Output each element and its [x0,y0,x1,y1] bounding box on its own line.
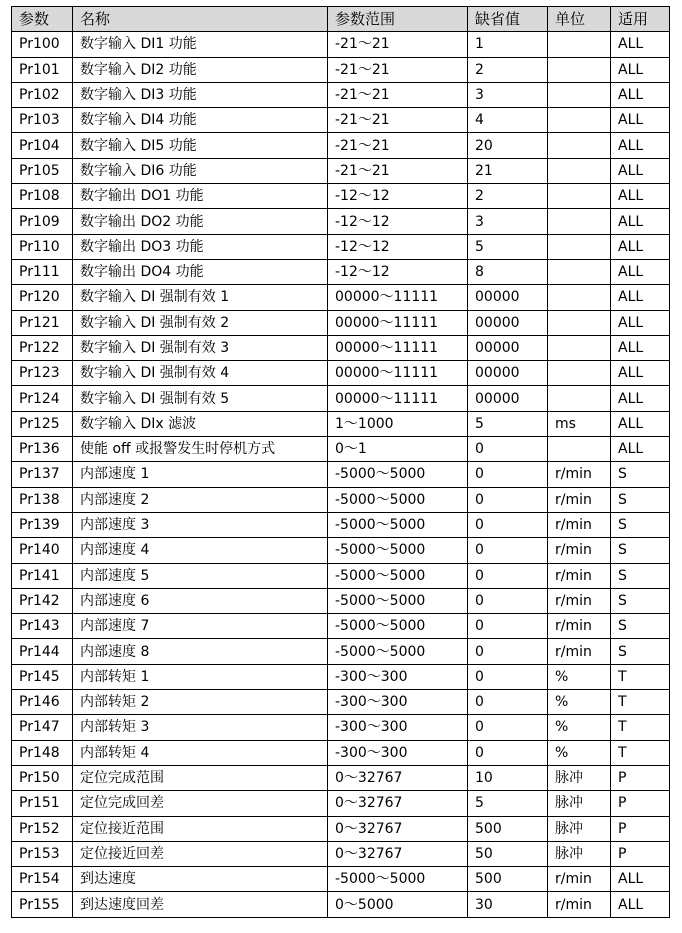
param-apply-cell: ALL [611,82,670,107]
param-unit-cell [548,234,611,259]
param-unit-cell: r/min [548,563,611,588]
param-default-cell: 0 [468,664,548,689]
table-row [12,841,670,866]
param-name-cell: 数字输入 DI2 功能 [73,57,328,82]
param-apply-cell: ALL [611,411,670,436]
param-unit-cell: % [548,690,611,715]
param-name-cell: 内部速度 8 [73,639,328,664]
param-unit-cell [548,209,611,234]
param-apply-cell: T [611,664,670,689]
param-default-cell: 30 [468,892,548,917]
param-code-cell: Pr105 [12,158,73,183]
table-row [12,487,670,512]
table-row [12,715,670,740]
param-default-cell: 00000 [468,335,548,360]
table-row [12,234,670,259]
param-default-cell: 8 [468,259,548,284]
param-default-cell: 3 [468,209,548,234]
param-apply-cell: ALL [611,386,670,411]
table-row [12,816,670,841]
param-apply-cell: ALL [611,437,670,462]
param-apply-cell: S [611,487,670,512]
param-code-cell: Pr120 [12,285,73,310]
param-name-cell: 到达速度 [73,867,328,892]
param-range-cell: -12～12 [328,184,468,209]
param-name-cell: 内部速度 5 [73,563,328,588]
param-range-cell: -12～12 [328,259,468,284]
header-default: 缺省值 [468,7,548,32]
param-apply-cell: T [611,690,670,715]
table-row [12,285,670,310]
param-code-cell: Pr101 [12,57,73,82]
param-unit-cell [548,259,611,284]
param-range-cell: -21～21 [328,158,468,183]
param-range-cell: -5000～5000 [328,487,468,512]
param-default-cell: 0 [468,512,548,537]
table-row [12,361,670,386]
param-default-cell: 00000 [468,361,548,386]
param-range-cell: -5000～5000 [328,639,468,664]
param-apply-cell: ALL [611,57,670,82]
param-default-cell: 0 [468,740,548,765]
param-apply-cell: S [611,563,670,588]
param-range-cell: -21～21 [328,108,468,133]
param-apply-cell: P [611,791,670,816]
table-row [12,512,670,537]
param-name-cell: 数字输入 DI 强制有效 1 [73,285,328,310]
param-range-cell: -12～12 [328,234,468,259]
param-default-cell: 0 [468,614,548,639]
param-apply-cell: S [611,614,670,639]
header-unit: 单位 [548,7,611,32]
param-code-cell: Pr146 [12,690,73,715]
param-range-cell: 0～32767 [328,841,468,866]
param-unit-cell [548,108,611,133]
param-unit-cell [548,184,611,209]
param-default-cell: 1 [468,32,548,57]
param-unit-cell: % [548,664,611,689]
param-range-cell: 0～5000 [328,892,468,917]
param-name-cell: 内部转矩 3 [73,715,328,740]
param-code-cell: Pr109 [12,209,73,234]
param-name-cell: 数字输入 DI1 功能 [73,32,328,57]
table-row [12,82,670,107]
param-code-cell: Pr103 [12,108,73,133]
param-range-cell: -5000～5000 [328,867,468,892]
param-default-cell: 3 [468,82,548,107]
table-row [12,158,670,183]
param-unit-cell: % [548,715,611,740]
param-apply-cell: ALL [611,209,670,234]
param-code-cell: Pr137 [12,462,73,487]
param-name-cell: 到达速度回差 [73,892,328,917]
param-code-cell: Pr141 [12,563,73,588]
param-apply-cell: T [611,740,670,765]
param-code-cell: Pr151 [12,791,73,816]
param-range-cell: 00000～11111 [328,335,468,360]
param-name-cell: 内部速度 4 [73,538,328,563]
table-row [12,32,670,57]
header-range: 参数范围 [328,7,468,32]
param-name-cell: 定位接近回差 [73,841,328,866]
table-row [12,411,670,436]
param-unit-cell [548,437,611,462]
table-row [12,209,670,234]
param-code-cell: Pr153 [12,841,73,866]
param-name-cell: 内部速度 7 [73,614,328,639]
param-unit-cell: 脉冲 [548,791,611,816]
param-default-cell: 0 [468,487,548,512]
table-row [12,765,670,790]
param-name-cell: 数字输入 DI 强制有效 2 [73,310,328,335]
param-range-cell: -300～300 [328,664,468,689]
table-row [12,310,670,335]
param-default-cell: 0 [468,639,548,664]
param-code-cell: Pr144 [12,639,73,664]
param-name-cell: 内部速度 2 [73,487,328,512]
param-unit-cell: r/min [548,512,611,537]
param-code-cell: Pr148 [12,740,73,765]
param-name-cell: 使能 off 或报警发生时停机方式 [73,437,328,462]
parameter-table [11,6,670,918]
param-default-cell: 0 [468,563,548,588]
param-default-cell: 2 [468,184,548,209]
param-code-cell: Pr124 [12,386,73,411]
param-apply-cell: S [611,462,670,487]
param-range-cell: 1～1000 [328,411,468,436]
param-unit-cell: ms [548,411,611,436]
param-default-cell: 0 [468,462,548,487]
param-range-cell: 00000～11111 [328,386,468,411]
param-default-cell: 21 [468,158,548,183]
param-default-cell: 20 [468,133,548,158]
param-name-cell: 内部速度 6 [73,588,328,613]
param-unit-cell [548,335,611,360]
param-default-cell: 500 [468,867,548,892]
param-range-cell: -21～21 [328,133,468,158]
param-code-cell: Pr143 [12,614,73,639]
param-apply-cell: ALL [611,361,670,386]
param-apply-cell: ALL [611,285,670,310]
param-unit-cell [548,133,611,158]
param-apply-cell: S [611,588,670,613]
param-apply-cell: ALL [611,234,670,259]
param-default-cell: 5 [468,411,548,436]
param-code-cell: Pr123 [12,361,73,386]
param-unit-cell [548,285,611,310]
table-row [12,588,670,613]
param-code-cell: Pr152 [12,816,73,841]
param-name-cell: 内部转矩 4 [73,740,328,765]
table-body [12,32,670,917]
param-apply-cell: ALL [611,108,670,133]
param-range-cell: -300～300 [328,690,468,715]
param-unit-cell: r/min [548,639,611,664]
param-default-cell: 50 [468,841,548,866]
param-unit-cell: r/min [548,588,611,613]
param-code-cell: Pr145 [12,664,73,689]
param-unit-cell [548,310,611,335]
param-apply-cell: ALL [611,892,670,917]
table-row [12,639,670,664]
param-apply-cell: P [611,816,670,841]
table-row [12,386,670,411]
param-default-cell: 00000 [468,310,548,335]
param-default-cell: 0 [468,437,548,462]
param-unit-cell: r/min [548,462,611,487]
table-row [12,462,670,487]
param-name-cell: 数字输入 DI5 功能 [73,133,328,158]
param-code-cell: Pr154 [12,867,73,892]
param-name-cell: 内部转矩 2 [73,690,328,715]
param-range-cell: -5000～5000 [328,614,468,639]
param-code-cell: Pr125 [12,411,73,436]
param-code-cell: Pr108 [12,184,73,209]
table-row [12,791,670,816]
param-unit-cell [548,361,611,386]
param-code-cell: Pr150 [12,765,73,790]
param-apply-cell: S [611,512,670,537]
param-name-cell: 内部速度 1 [73,462,328,487]
param-range-cell: -5000～5000 [328,462,468,487]
param-code-cell: Pr140 [12,538,73,563]
table-row [12,614,670,639]
param-default-cell: 10 [468,765,548,790]
param-range-cell: 0～32767 [328,791,468,816]
param-default-cell: 2 [468,57,548,82]
table-row [12,664,670,689]
param-name-cell: 数字输入 DI3 功能 [73,82,328,107]
param-apply-cell: ALL [611,259,670,284]
param-code-cell: Pr147 [12,715,73,740]
param-name-cell: 数字输出 DO3 功能 [73,234,328,259]
param-default-cell: 0 [468,690,548,715]
param-name-cell: 数字输出 DO2 功能 [73,209,328,234]
param-default-cell: 5 [468,234,548,259]
param-name-cell: 定位完成回差 [73,791,328,816]
param-apply-cell: P [611,765,670,790]
header-row [12,7,670,32]
param-unit-cell: % [548,740,611,765]
param-name-cell: 数字输入 DI4 功能 [73,108,328,133]
table-row [12,867,670,892]
param-range-cell: -300～300 [328,740,468,765]
table-row [12,538,670,563]
param-range-cell: -21～21 [328,57,468,82]
table-row [12,690,670,715]
param-unit-cell: r/min [548,892,611,917]
table-row [12,437,670,462]
param-code-cell: Pr136 [12,437,73,462]
param-name-cell: 定位接近范围 [73,816,328,841]
param-unit-cell: r/min [548,614,611,639]
param-default-cell: 0 [468,538,548,563]
table-row [12,184,670,209]
param-default-cell: 00000 [468,285,548,310]
param-name-cell: 内部转矩 1 [73,664,328,689]
param-name-cell: 定位完成范围 [73,765,328,790]
param-range-cell: 0～32767 [328,765,468,790]
table-row [12,563,670,588]
param-range-cell: -21～21 [328,82,468,107]
param-range-cell: -5000～5000 [328,588,468,613]
param-code-cell: Pr138 [12,487,73,512]
param-range-cell: 00000～11111 [328,310,468,335]
table-row [12,259,670,284]
param-unit-cell: 脉冲 [548,816,611,841]
param-unit-cell: 脉冲 [548,841,611,866]
param-apply-cell: S [611,639,670,664]
param-unit-cell: r/min [548,487,611,512]
param-apply-cell: ALL [611,158,670,183]
table-row [12,335,670,360]
param-range-cell: 0～32767 [328,816,468,841]
param-default-cell: 4 [468,108,548,133]
param-unit-cell [548,82,611,107]
param-unit-cell [548,57,611,82]
param-name-cell: 数字输入 DI 强制有效 3 [73,335,328,360]
table-row [12,108,670,133]
param-name-cell: 数字输入 DI 强制有效 5 [73,386,328,411]
param-default-cell: 0 [468,715,548,740]
param-code-cell: Pr122 [12,335,73,360]
header-name: 名称 [73,7,328,32]
param-range-cell: -300～300 [328,715,468,740]
param-code-cell: Pr121 [12,310,73,335]
param-unit-cell: r/min [548,538,611,563]
table-row [12,133,670,158]
header-param: 参数 [12,7,73,32]
param-range-cell: -21～21 [328,32,468,57]
param-unit-cell: 脉冲 [548,765,611,790]
param-unit-cell [548,386,611,411]
param-range-cell: 00000～11111 [328,361,468,386]
param-unit-cell [548,32,611,57]
param-code-cell: Pr100 [12,32,73,57]
param-default-cell: 00000 [468,386,548,411]
param-range-cell: 0～1 [328,437,468,462]
param-unit-cell: r/min [548,867,611,892]
param-range-cell: -12～12 [328,209,468,234]
param-range-cell: -5000～5000 [328,512,468,537]
param-code-cell: Pr142 [12,588,73,613]
param-code-cell: Pr104 [12,133,73,158]
param-apply-cell: ALL [611,310,670,335]
header-apply: 适用 [611,7,670,32]
table-header [12,7,670,32]
param-name-cell: 数字输入 DI 强制有效 4 [73,361,328,386]
param-apply-cell: S [611,538,670,563]
param-name-cell: 数字输入 DI6 功能 [73,158,328,183]
param-code-cell: Pr139 [12,512,73,537]
table-row [12,892,670,917]
param-range-cell: -5000～5000 [328,563,468,588]
param-apply-cell: P [611,841,670,866]
param-default-cell: 500 [468,816,548,841]
param-name-cell: 数字输入 DIx 滤波 [73,411,328,436]
param-apply-cell: ALL [611,335,670,360]
param-range-cell: 00000～11111 [328,285,468,310]
param-code-cell: Pr102 [12,82,73,107]
table-row [12,57,670,82]
param-apply-cell: ALL [611,184,670,209]
param-code-cell: Pr155 [12,892,73,917]
param-apply-cell: T [611,715,670,740]
param-code-cell: Pr111 [12,259,73,284]
param-name-cell: 数字输出 DO1 功能 [73,184,328,209]
table-row [12,740,670,765]
param-range-cell: -5000～5000 [328,538,468,563]
param-apply-cell: ALL [611,32,670,57]
param-apply-cell: ALL [611,133,670,158]
param-name-cell: 数字输出 DO4 功能 [73,259,328,284]
param-name-cell: 内部速度 3 [73,512,328,537]
param-apply-cell: ALL [611,867,670,892]
param-default-cell: 0 [468,588,548,613]
param-code-cell: Pr110 [12,234,73,259]
param-unit-cell [548,158,611,183]
param-default-cell: 5 [468,791,548,816]
